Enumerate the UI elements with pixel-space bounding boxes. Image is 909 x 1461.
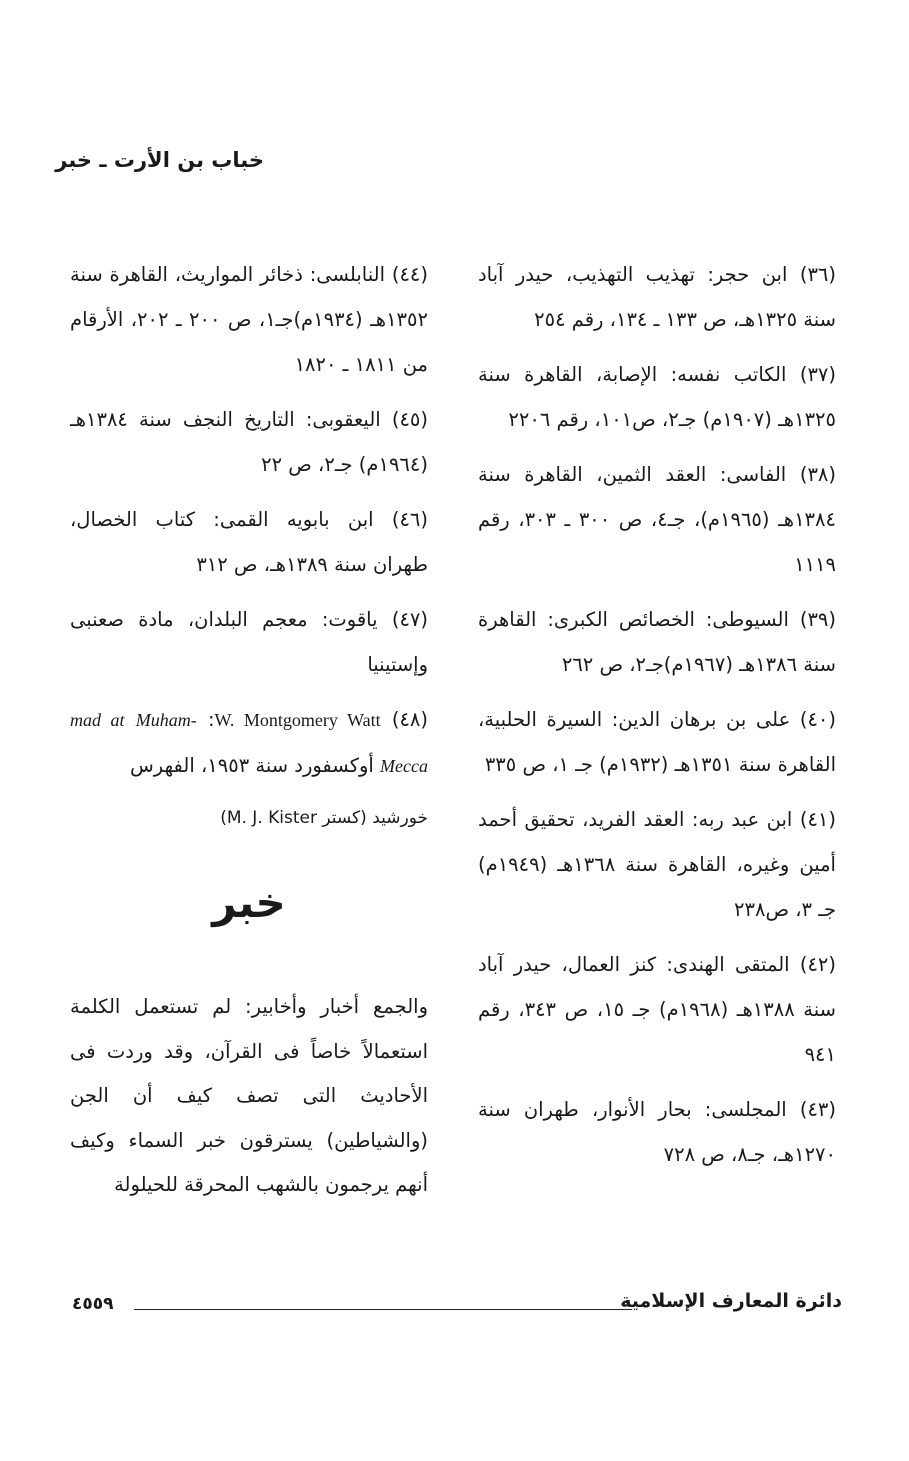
footer-rule-left [134, 1309, 324, 1310]
signature-author: (كستر M. J. Kister) [220, 808, 367, 828]
article-signature [70, 803, 428, 833]
footnote-48-title-part2: mad at Mecca [70, 710, 428, 776]
footnote-43: (٤٣) المجلسى: بحار الأنوار، طهران سنة ١٢٧٠هـ، جـ٨، ص ٧٢٨ [478, 1098, 836, 1166]
footnote-47: (٤٧) ياقوت: معجم البلدان، مادة صعنبى وإستينيا [70, 608, 428, 676]
footnote-48: (٤٨) W. Montgomery Watt: Muham- mad at Mecca أوكسفورد سنة ١٩٥٣، الفهرس [70, 708, 428, 777]
footnote-44: (٤٤) النابلسى: ذخائر المواريث، القاهرة سنة ١٣٥٢هـ (١٩٣٤م)جـ١، ص ٢٠٠ ـ ٢٠٢، الأرقام من ١٨١١ ـ ١٨٢٠ [70, 263, 428, 376]
section-title: خبر [212, 878, 286, 927]
left-column [70, 252, 428, 1208]
footnote-40: (٤٠) على بن برهان الدين: السيرة الحلبية، القاهرة سنة ١٣٥١هـ (١٩٣٢م) جـ ١، ص ٣٣٥ [478, 708, 836, 776]
footnote-48-rest: أوكسفورد سنة ١٩٥٣، الفهرس [130, 754, 374, 777]
footnote-45: (٤٥) اليعقوبى: التاريخ النجف سنة ١٣٨٤هـ (١٩٦٤م) جـ٢، ص ٢٢ [70, 408, 428, 476]
right-column [478, 252, 836, 1187]
footnote-48-author: W. Montgomery Watt [214, 710, 381, 730]
article-body: والجمع أخبار وأخابير: لم تستعمل الكلمة استعمالاً خاصاً فى القرآن، وقد وردت فى الأحاديث التى تصف كيف أن الجن (والشياطين) يسترقون خبر السماء وكيف أنهم يرجمون بالشهب المحرقة للحيلولة [70, 995, 428, 1196]
footnote-37: (٣٧) الكاتب نفسه: الإصابة، القاهرة سنة ١٣٢٥هـ (١٩٠٧م) جـ٢، ص١٠١، رقم ٢٢٠٦ [478, 363, 836, 431]
footnote-36: (٣٦) ابن حجر: تهذيب التهذيب، حيدر آباد سنة ١٣٢٥هـ، ص ١٣٣ ـ ١٣٤، رقم ٢٥٤ [478, 263, 836, 331]
page-footer [72, 1290, 842, 1330]
running-header: خباب بن الأرت ـ خبر [55, 148, 264, 172]
footnote-42: (٤٢) المتقى الهندى: كنز العمال، حيدر آباد سنة ١٣٨٨هـ (١٩٦٨م) جـ ١٥، ص ٣٤٣، رقم ٩٤١ [478, 953, 836, 1066]
page-number: ٤٥٥٩ [72, 1294, 114, 1314]
footnote-39: (٣٩) السيوطى: الخصائص الكبرى: القاهرة سنة ١٣٨٦هـ (١٩٦٧م)جـ٢، ص ٢٦٢ [478, 608, 836, 676]
signature-name: خورشيد [372, 808, 428, 828]
footnote-41: (٤١) ابن عبد ربه: العقد الفريد، تحقيق أحمد أمين وغيره، القاهرة سنة ١٣٦٨هـ (١٩٤٩م) جـ ٣، ص٢٣٨ [478, 808, 836, 921]
footnote-46: (٤٦) ابن بابويه القمى: كتاب الخصال، طهران سنة ١٣٨٩هـ، ص ٣١٢ [70, 508, 428, 576]
footer-rule [282, 1309, 632, 1310]
footnote-48-title-part1: Muham- [135, 710, 197, 730]
footer-publication: دائرة المعارف الإسلامية [620, 1290, 842, 1312]
footnote-38: (٣٨) الفاسى: العقد الثمين، القاهرة سنة ١٣٨٤هـ (١٩٦٥م)، جـ٤، ص ٣٠٠ ـ ٣٠٣، رقم ١١١٩ [478, 463, 836, 576]
footnote-48-number: (٤٨) [391, 708, 428, 731]
